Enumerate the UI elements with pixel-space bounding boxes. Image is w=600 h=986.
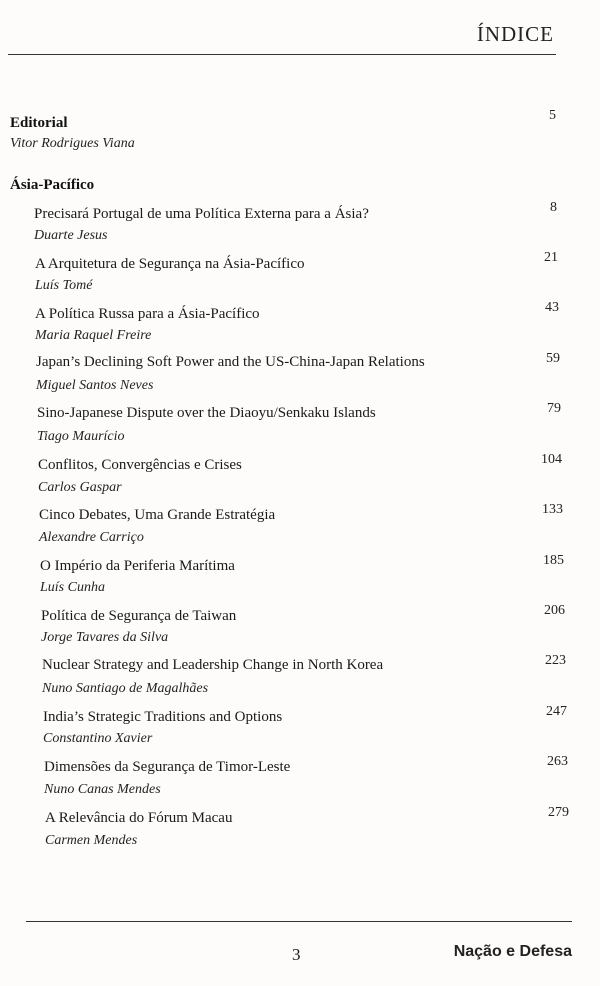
- entry-page-number: 223: [545, 653, 566, 668]
- editorial-author: Vitor Rodrigues Viana: [10, 136, 135, 151]
- entry-page-number: 59: [546, 351, 560, 366]
- editorial-page-number: 5: [549, 108, 556, 123]
- entry-page-number: 247: [546, 704, 567, 719]
- entry-title: A Arquitetura de Segurança na Ásia-Pacífico: [35, 256, 305, 272]
- entry-author: Maria Raquel Freire: [35, 328, 152, 343]
- entry-page-number: 8: [550, 200, 557, 215]
- footer-page-number: 3: [292, 945, 301, 964]
- entry-author: Luís Cunha: [40, 580, 105, 595]
- footer-journal-name: Nação e Defesa: [453, 943, 572, 960]
- header-title: ÍNDICE: [476, 22, 554, 46]
- entry-page-number: 185: [543, 553, 564, 568]
- editorial-heading: Editorial: [10, 115, 68, 131]
- entry-page-number: 263: [547, 754, 568, 769]
- footer-rule: [26, 921, 572, 922]
- entry-author: Nuno Canas Mendes: [44, 782, 161, 797]
- entry-page-number: 206: [544, 603, 565, 618]
- entry-author: Carlos Gaspar: [38, 480, 122, 495]
- entry-title: Política de Segurança de Taiwan: [41, 608, 237, 624]
- entry-title: Conflitos, Convergências e Crises: [38, 457, 242, 473]
- entry-title: Cinco Debates, Uma Grande Estratégia: [39, 507, 276, 523]
- entry-title: Sino-Japanese Dispute over the Diaoyu/Senkaku Islands: [37, 405, 376, 421]
- entry-page-number: 133: [542, 502, 563, 517]
- header-rule: [8, 54, 556, 55]
- entry-author: Carmen Mendes: [45, 833, 138, 848]
- entry-author: Tiago Maurício: [37, 429, 125, 444]
- entry-page-number: 104: [541, 452, 562, 467]
- entry-author: Miguel Santos Neves: [36, 378, 154, 393]
- entry-title: A Relevância do Fórum Macau: [45, 810, 233, 826]
- entry-page-number: 21: [544, 250, 558, 265]
- section-heading-asia-pacifico: Ásia-Pacífico: [10, 177, 95, 193]
- entry-author: Luís Tomé: [35, 278, 93, 293]
- entry-page-number: 43: [545, 300, 559, 315]
- entry-title: Dimensões da Segurança de Timor-Leste: [44, 759, 291, 775]
- entry-title: Japan’s Declining Soft Power and the US-China-Japan Relations: [36, 354, 425, 370]
- entry-page-number: 279: [548, 805, 569, 820]
- entry-author: Nuno Santiago de Magalhães: [42, 681, 209, 696]
- entry-author: Duarte Jesus: [34, 228, 108, 243]
- entry-title: O Império da Periferia Marítima: [40, 558, 235, 574]
- entry-title: India’s Strategic Traditions and Options: [43, 709, 283, 725]
- entry-title: Precisará Portugal de uma Política Externa para a Ásia?: [34, 206, 369, 222]
- entry-page-number: 79: [547, 401, 561, 416]
- entry-author: Alexandre Carriço: [39, 530, 144, 545]
- entry-author: Constantino Xavier: [43, 731, 153, 746]
- entry-title: A Política Russa para a Ásia-Pacífico: [35, 306, 260, 322]
- entry-author: Jorge Tavares da Silva: [41, 630, 169, 645]
- entry-title: Nuclear Strategy and Leadership Change in North Korea: [42, 657, 384, 673]
